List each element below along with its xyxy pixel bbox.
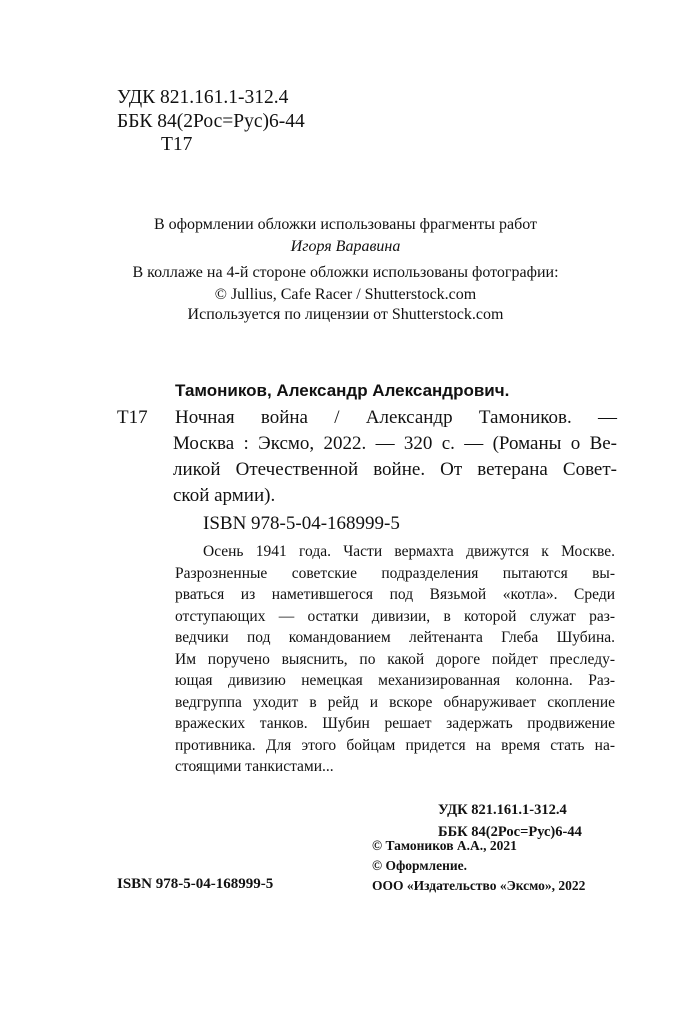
annotation-line: стоящими танкистами... (175, 758, 334, 775)
copyright-author: © Тамоников А.А., 2021 (372, 838, 517, 853)
cover-artist-name: Игоря Варавина (290, 238, 401, 255)
entry-author: Тамоников, Александр Александрович. (175, 381, 510, 400)
annotation-line: отступающих — остатки дивизии, в которой служат раз- (175, 607, 615, 625)
footer-isbn: ISBN 978-5-04-168999-5 (117, 876, 274, 892)
entry-isbn: ISBN 978-5-04-168999-5 (203, 513, 400, 534)
photo-credit: © Jullius, Cafe Racer / Shutterstock.com (214, 286, 477, 303)
copyright-design: © Оформление. (372, 858, 468, 873)
cover-fragments-note: В оформлении обложки использованы фрагменты работ (153, 216, 538, 233)
annotation-line: вражеских танков. Шубин решает задержать продвижение (175, 715, 615, 732)
annotation-line: Им поручено выяснить, по какой дороге пойдет преследу- (175, 650, 615, 668)
title-line: Ночная война / Александр Тамоников. — (175, 407, 617, 428)
annotation-line: Осень 1941 года. Части вермахта движутся к Москве. (203, 543, 615, 560)
entry-title-body (173, 431, 617, 509)
title-line: ликой Отечественной войне. От ветерана Совет- (173, 459, 617, 480)
annotation-line: рваться из наметившегося под Вязьмой «котла». Среди (175, 586, 615, 603)
annotation (175, 541, 615, 778)
bbk-code-bottom: ББК 84(2Рос=Рус)6-44 (438, 824, 582, 840)
annotation-line: ющая дивизию немецкая механизированная колонна. Раз- (175, 672, 615, 689)
author-mark-top: Т17 (161, 134, 193, 155)
annotation-line: ведгруппа уходит в рейд и вскоре обнаруживает скопление (175, 693, 615, 711)
annotation-line: ведчики под командованием лейтенанта Глеба Шубина. (175, 629, 615, 646)
title-line: Москва : Эксмо, 2022. — 320 с. — (Романы о Ве- (173, 433, 617, 454)
annotation-line: противника. Для этого бойцам придется на время стать на- (175, 736, 615, 754)
udk-code-top: УДК 821.161.1-312.4 (117, 87, 289, 108)
entry-title-first-line (175, 405, 617, 431)
collage-note: В коллаже на 4-й стороне обложки использованы фотографии: (132, 264, 559, 281)
title-line: ской армии). (173, 485, 276, 506)
entry-author-mark: Т17 (117, 407, 148, 428)
annotation-line: Разрозненные советские подразделения пытаются вы- (175, 564, 615, 582)
license-note: Используется по лицензии от Shutterstock.com (187, 306, 504, 323)
udk-code-bottom: УДК 821.161.1-312.4 (438, 802, 567, 818)
copyright-publisher: ООО «Издательство «Эксмо», 2022 (372, 878, 586, 893)
bbk-code-top: ББК 84(2Рос=Рус)6-44 (117, 111, 305, 132)
